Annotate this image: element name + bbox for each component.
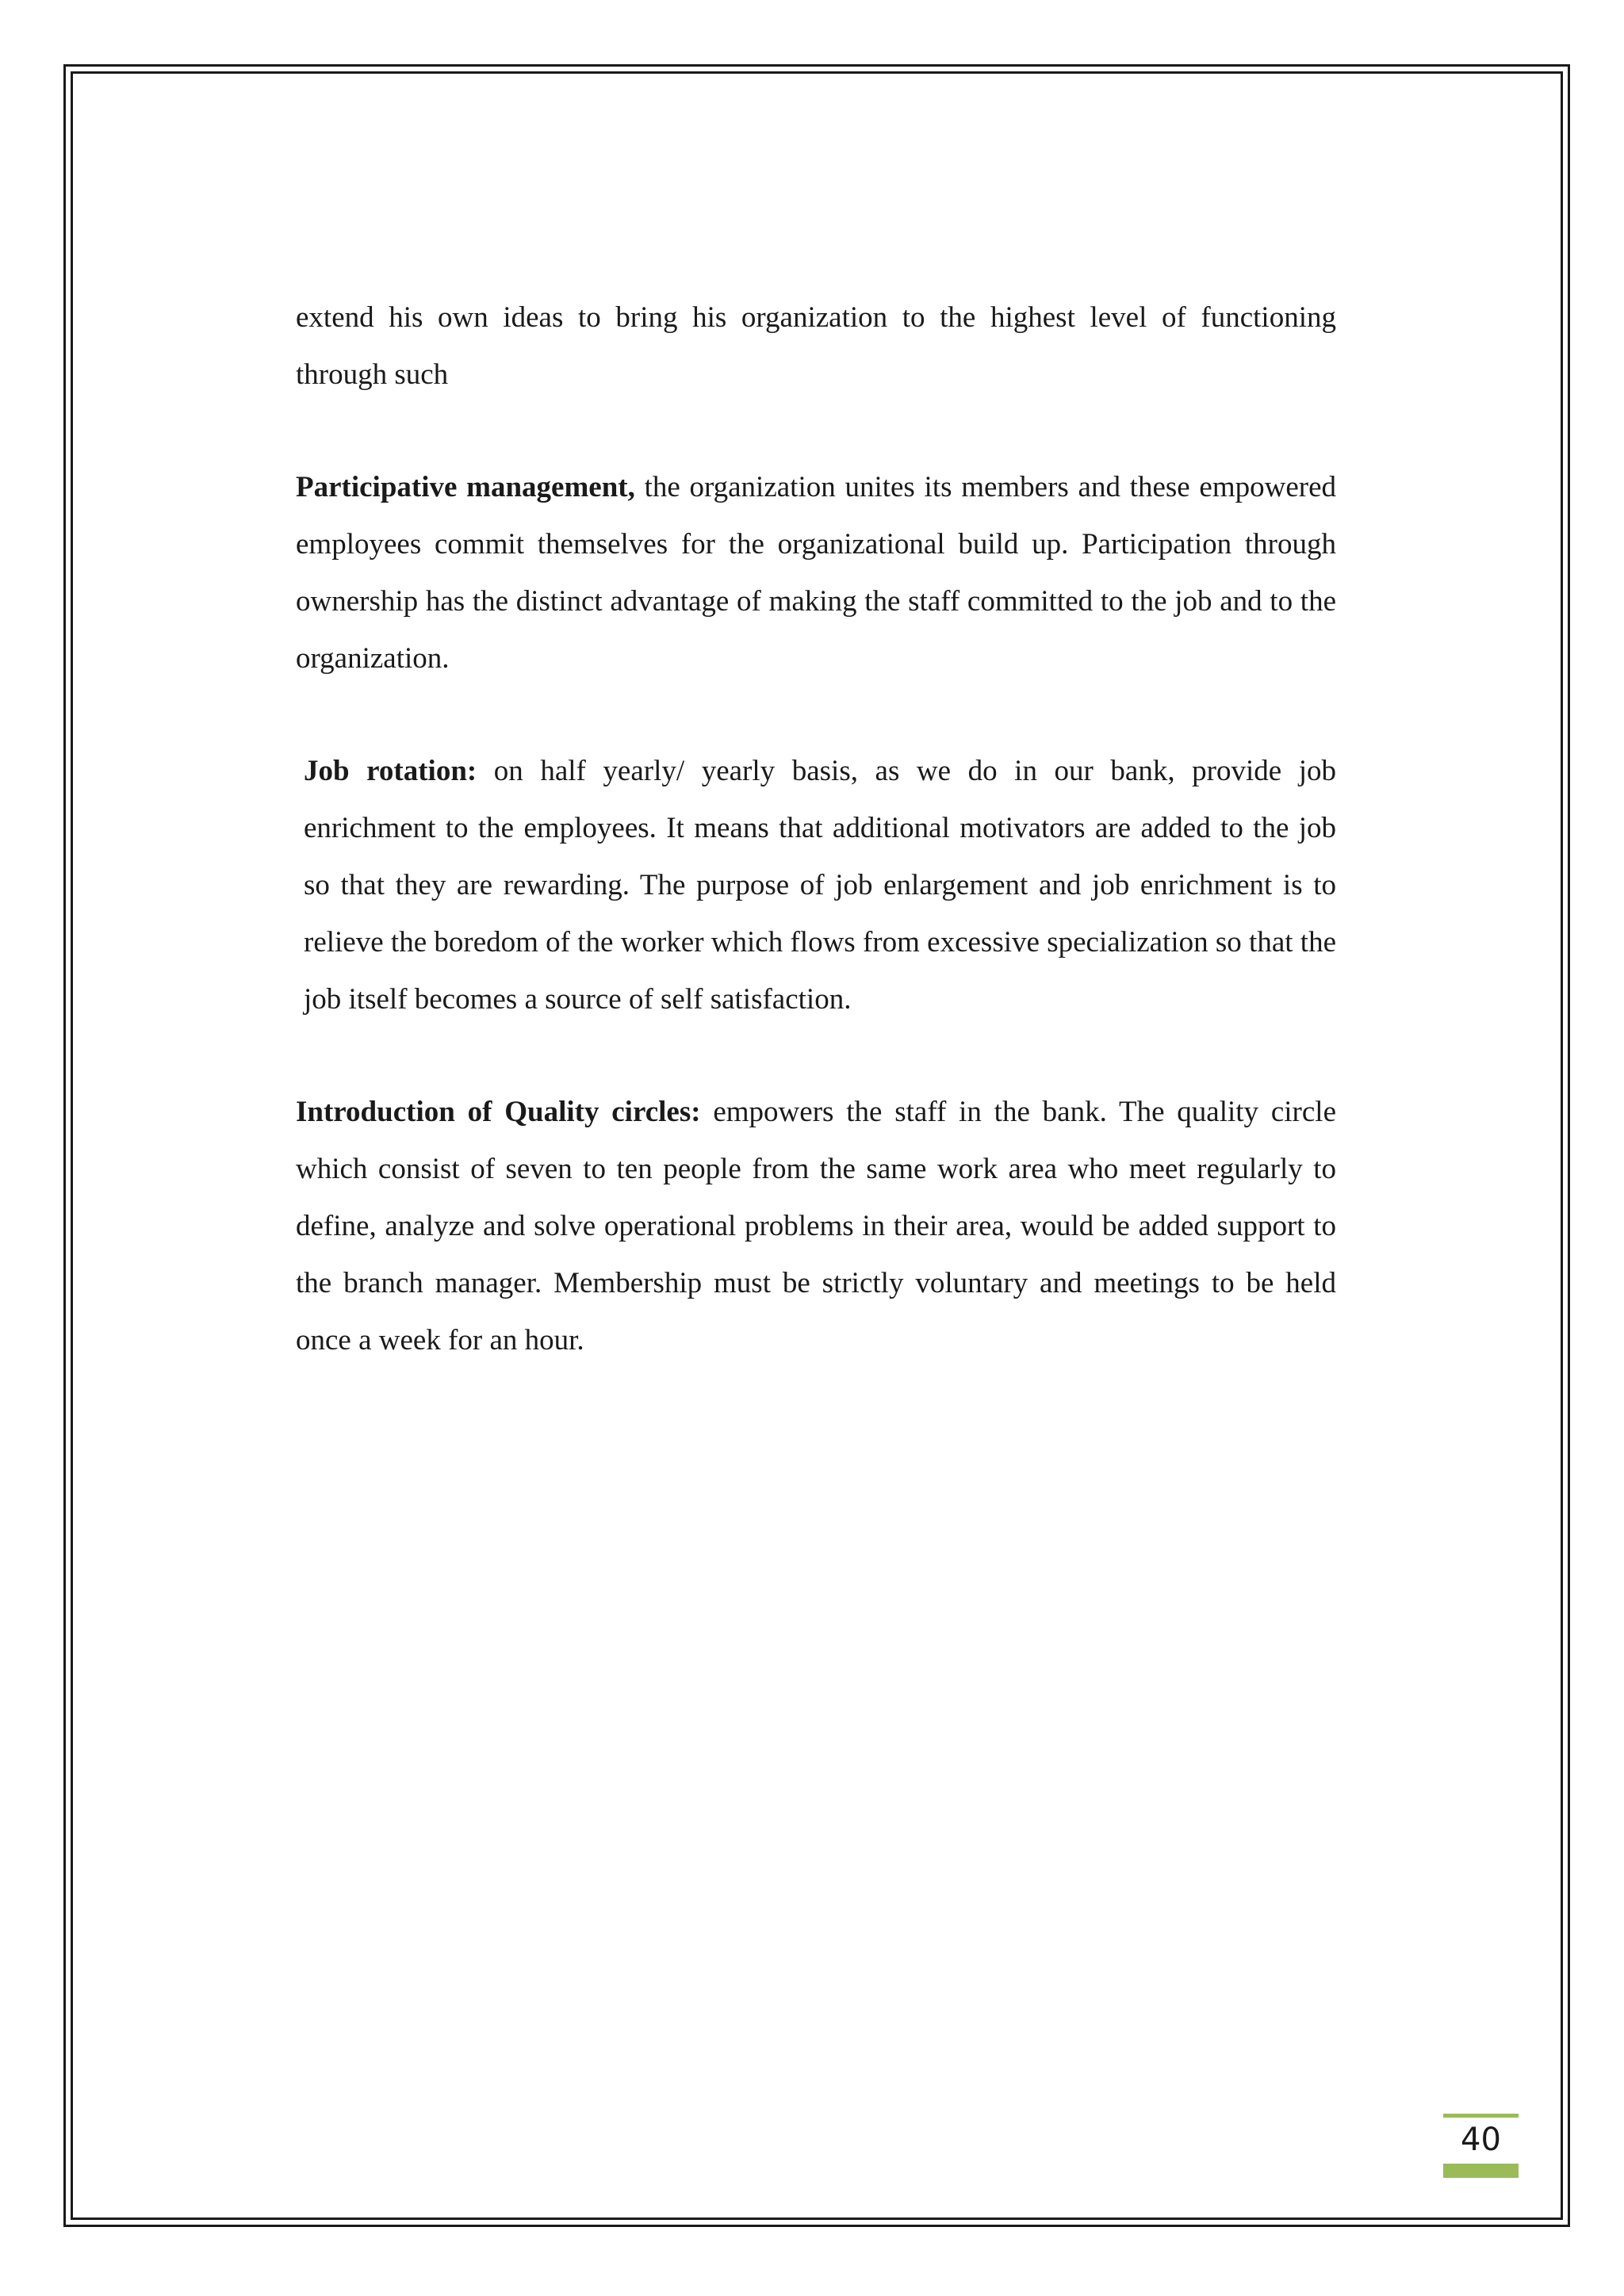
page-number-top-rule bbox=[1443, 2114, 1519, 2118]
page-number-bottom-bar bbox=[1443, 2164, 1519, 2178]
paragraph-text: on half yearly/ yearly basis, as we do in our bank, provide job enrichment to the employees. It means that additional motivators are added to the job so that they are rewarding. The purpose of job enlargement and job enrichment is to relieve the boredom of the worker which flows from excessive specialization so that the job itself becomes a source of self satisfaction. bbox=[304, 755, 1336, 1016]
paragraph-quality-circles bbox=[296, 1084, 1336, 1369]
paragraph-heading: Introduction of Quality circles: bbox=[296, 1096, 701, 1128]
paragraph-heading: Participative management, bbox=[296, 471, 635, 503]
page-number-block bbox=[1443, 2114, 1519, 2177]
document-body bbox=[296, 289, 1336, 1425]
paragraph-heading: Job rotation: bbox=[304, 755, 477, 787]
paragraph-text: extend his own ideas to bring his organization to the highest level of functioning through such bbox=[296, 301, 1336, 391]
paragraph-participative-management bbox=[296, 459, 1336, 687]
paragraph-text: the organization unites its members and these empowered employees commit themselves for the organizational build up. Participation through ownership has the distinct advantage of making the staff committed to the job and to the organization. bbox=[296, 471, 1336, 675]
paragraph-intro-continuation bbox=[296, 289, 1336, 404]
page-number: 40 bbox=[1461, 2122, 1501, 2158]
paragraph-text: empowers the staff in the bank. The quality circle which consist of seven to ten people from the same work area who meet regularly to define, analyze and solve operational problems in their area, would be added support to the branch manager. Membership must be strictly voluntary and meetings to be held once a week for an hour. bbox=[296, 1096, 1336, 1357]
paragraph-job-rotation bbox=[296, 743, 1336, 1028]
